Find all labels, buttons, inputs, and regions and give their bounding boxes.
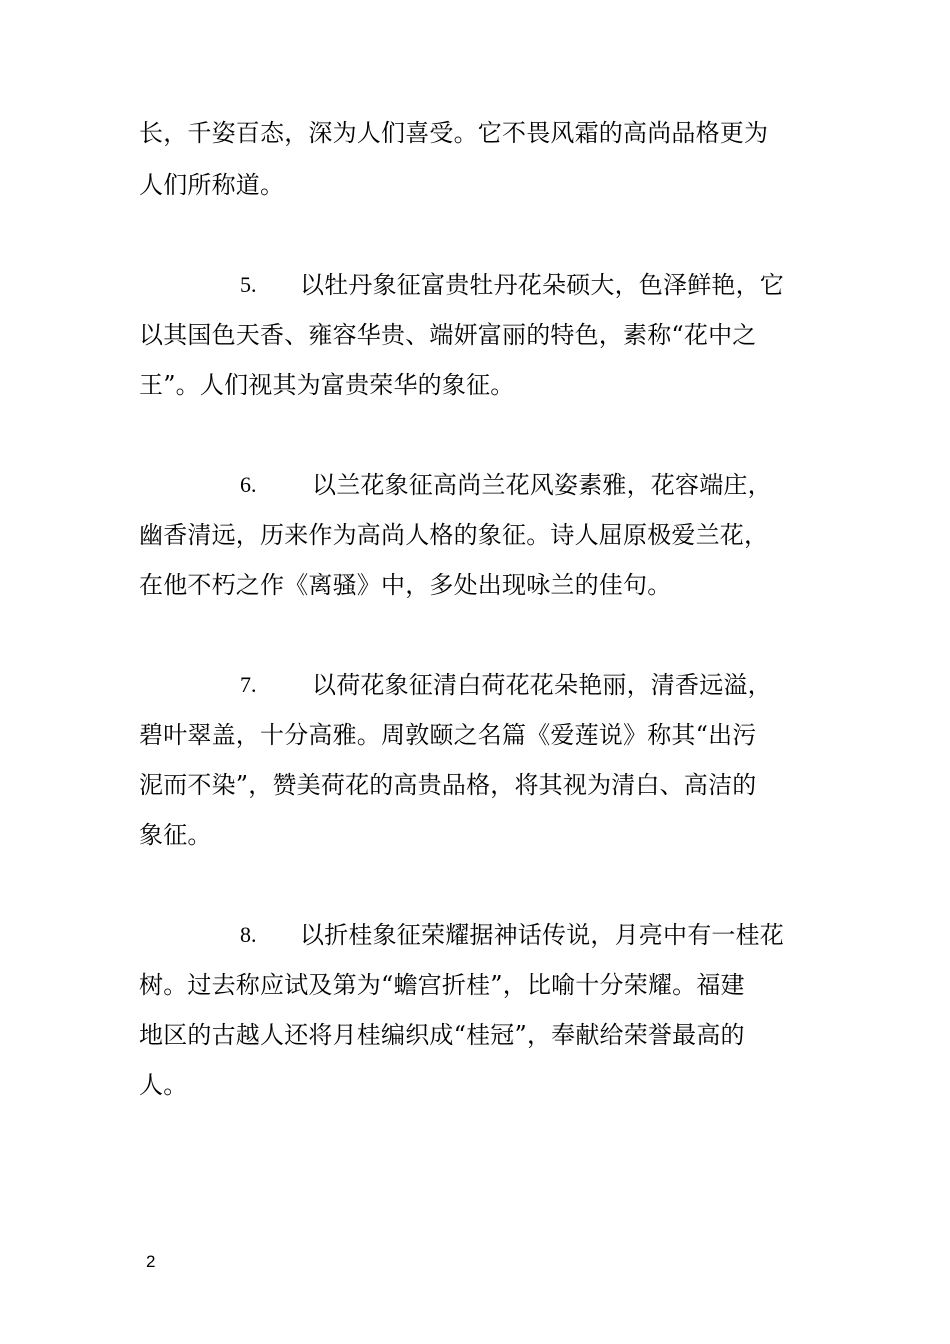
paragraph-line: 在他不朽之作《离骚》中，多处出现咏兰的佳句。	[139, 571, 672, 599]
list-item-heading-line: 以兰花象征高尚兰花风姿素雅，花容端庄，	[312, 471, 772, 499]
list-item-heading-line: 以牡丹象征富贵牡丹花朵硕大，色泽鲜艳，它	[300, 271, 784, 299]
list-item-heading-line: 以荷花象征清白荷花花朵艳丽，清香远溢，	[312, 671, 772, 699]
paragraph-line: 象征。	[139, 821, 212, 849]
paragraph-line: 王”。人们视其为富贵荣华的象征。	[139, 371, 515, 399]
list-item-number: 7.	[240, 672, 257, 697]
paragraph-line: 泥而不染”，赞美荷花的高贵品格，将其视为清白、高洁的	[139, 771, 757, 799]
paragraph-line: 以其国色天香、雍容华贵、端妍富丽的特色，素称“花中之	[139, 321, 757, 349]
page-number: 2	[146, 1252, 156, 1271]
list-item-number: 5.	[240, 272, 257, 297]
paragraph-line: 人。	[139, 1071, 188, 1099]
paragraph-line: 碧叶翠盖，十分高雅。周敦颐之名篇《爱莲说》称其“出污	[139, 721, 757, 749]
paragraph-line: 地区的古越人还将月桂编织成“桂冠”，奉献给荣誉最高的	[139, 1021, 745, 1049]
paragraph-line: 长，千姿百态，深为人们喜受。它不畏风霜的高尚品格更为	[139, 119, 769, 147]
paragraph-line: 人们所称道。	[139, 171, 285, 199]
list-item-number: 6.	[240, 472, 257, 497]
list-item-number: 8.	[240, 922, 257, 947]
paragraph-line: 幽香清远，历来作为高尚人格的象征。诗人屈原极爱兰花，	[139, 521, 769, 549]
list-item-heading-line: 以折桂象征荣耀据神话传说，月亮中有一桂花	[300, 921, 784, 949]
paragraph-line: 树。过去称应试及第为“蟾宫折桂”，比喻十分荣耀。福建	[139, 971, 745, 999]
